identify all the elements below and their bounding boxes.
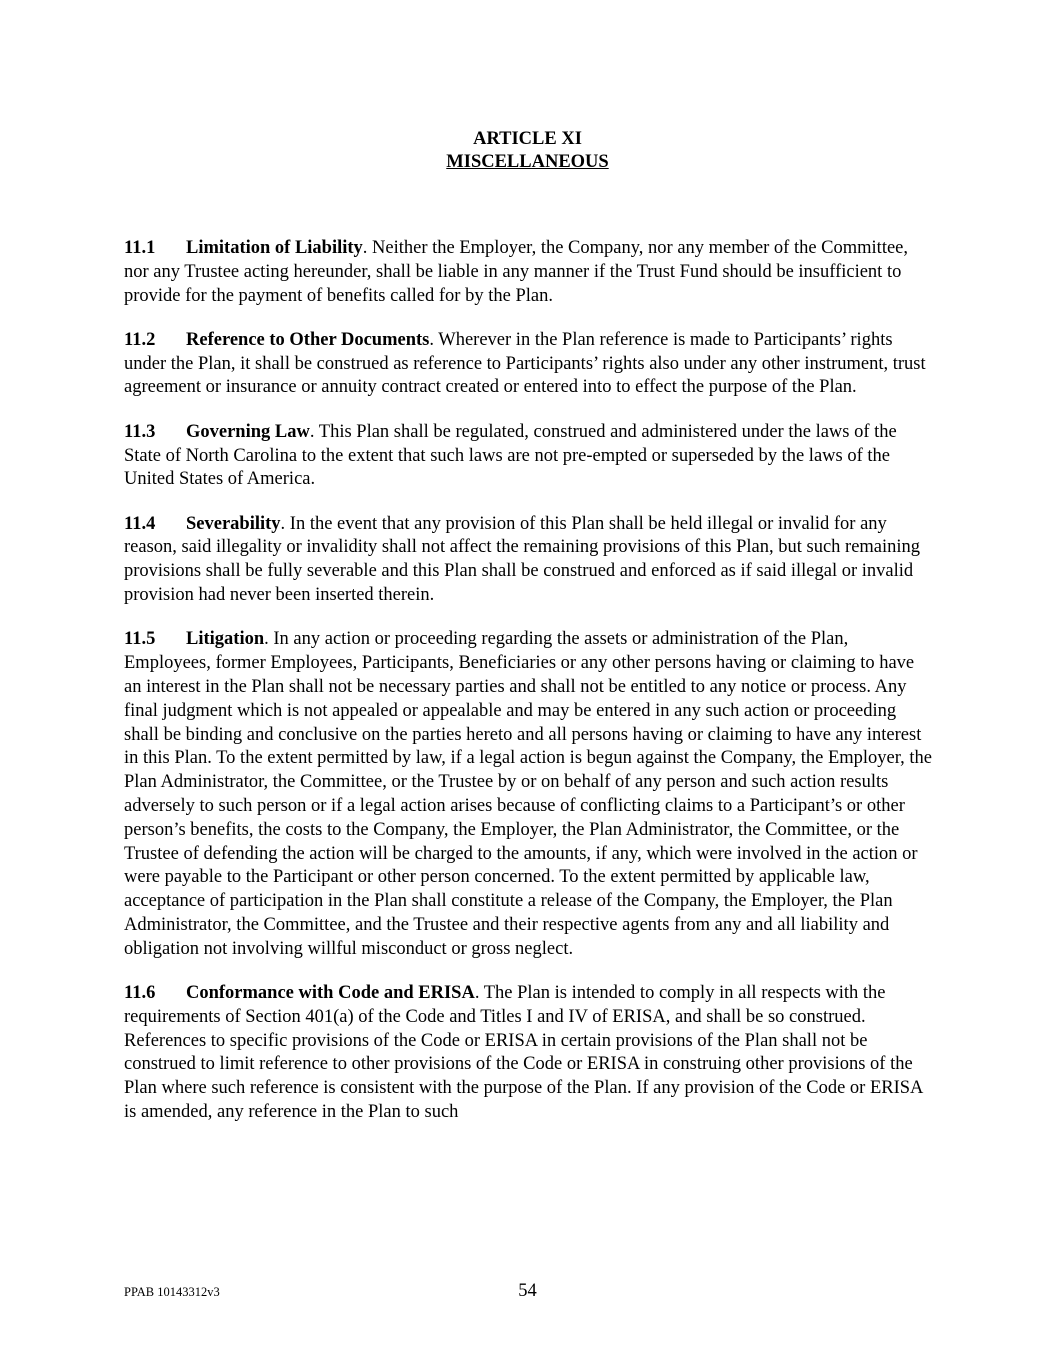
page-number: 54: [518, 1281, 537, 1301]
article-number: ARTICLE XI: [473, 129, 582, 149]
section-number: 11.6: [124, 983, 156, 1004]
section-text: . This Plan shall be regulated, construed and administered under the laws of the State of North Carolina to the extent that such laws are not pre-empted or superseded by the laws of the United States of America.: [124, 421, 897, 490]
section-number: 11.1: [124, 238, 156, 258]
section-11-1: [124, 237, 932, 308]
section-11-4: [124, 513, 932, 608]
section-text: . The Plan is intended to comply in all respects with the requirements of Section 401(a) of the Code and Titles I and IV of ERISA, and shall be so construed. References to specific provisions of the Code or ERISA in certain provisions of the Plan shall not be construed to limit reference to other provisions of the Code or ERISA in construing other provisions of the Plan where such reference is consistent with the purpose of the Plan. If any provision of the Code or ERISA is amended, any reference in the Plan to such: [124, 983, 923, 1122]
section-11-5: [124, 628, 932, 961]
document-id: PPAB 10143312v3: [124, 1285, 220, 1299]
section-title: Litigation: [186, 629, 265, 650]
section-11-2: [124, 329, 932, 400]
section-text: . In any action or proceeding regarding the assets or administration of the Plan, Employees, former Employees, Participants, Beneficiaries or any other persons having or claiming to have an interest in the Plan shall not be necessary parties and shall not be entitled to any notice or process. Any final judgment which is not appealed or appealable and may be entered in any such action or proceeding shall be binding and conclusive on the parties hereto and all persons having or claiming to have any interest in this Plan. To the extent permitted by law, if a legal action is begun against the Company, the Employer, the Plan Administrator, the Committee, or the Trustee by or on behalf of any person and such action results adversely to such person or if a legal action arises because of conflicting claims to a Participant’s or other person’s benefits, the costs to the Company, the Employer, the Plan Administrator, the Committee, or the Trustee of defending the action will be charged to the amounts, if any, which were involved in the action or were payable to the Participant or other person concerned. To the extent permitted by applicable law, acceptance of participation in the Plan shall constitute a release of the Company, the Employer, the Plan Administrator, the Committee, and the Trustee and their respective agents from any and all liability and obligation not involving willful misconduct or gross neglect.: [124, 629, 933, 959]
section-number: 11.4: [124, 513, 156, 534]
section-title: Conformance with Code and ERISA: [186, 983, 475, 1004]
section-title: Reference to Other Documents: [186, 329, 430, 350]
article-title: MISCELLANEOUS: [446, 152, 609, 172]
section-number: 11.3: [124, 421, 156, 442]
article-body: [124, 237, 932, 1145]
section-number: 11.2: [124, 329, 156, 350]
section-title: Governing Law: [186, 421, 310, 442]
section-number: 11.5: [124, 629, 156, 650]
section-text: . Neither the Employer, the Company, nor any member of the Committee, nor any Trustee acting hereunder, shall be liable in any manner if the Trust Fund should be insufficient to provide for the payment of benefits called for by the Plan.: [124, 238, 909, 306]
section-text: . Wherever in the Plan reference is made to Participants’ rights under the Plan, it shall be construed as reference to Participants’ rights also under any other instrument, trust agreement or insurance or annuity contract created or entered into to effect the purpose of the Plan.: [124, 329, 926, 398]
section-11-6: [124, 982, 932, 1125]
section-11-3: [124, 421, 932, 492]
section-title: Severability: [186, 513, 281, 534]
section-text: . In the event that any provision of this Plan shall be held illegal or invalid for any reason, said illegality or invalidity shall not affect the remaining provisions of this Plan, but such remaining provisions shall be fully severable and this Plan shall be construed and enforced as if said illegal or invalid provision had never been inserted therein.: [124, 513, 921, 606]
section-title: Limitation of Liability: [186, 238, 363, 258]
